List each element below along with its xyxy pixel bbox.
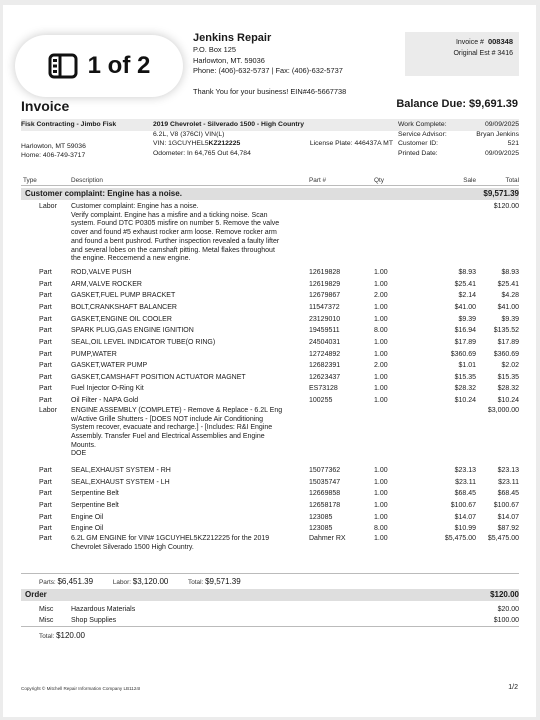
row-total: $87.92	[497, 525, 519, 533]
row-type: Misc	[39, 617, 54, 624]
meta-value: 521	[507, 140, 519, 148]
row-part-number: 11547372	[309, 303, 340, 311]
vehicle-vin-label: VIN: 1GCUYHEL5	[153, 140, 209, 148]
meta-row	[398, 130, 519, 140]
row-description: GASKET,FUEL PUMP BRACKET	[71, 292, 176, 300]
row-description: Shop Supplies	[71, 617, 117, 624]
license-plate: License Plate: 446437A MT	[309, 140, 393, 148]
row-description: GASKET,ENGINE OIL COOLER	[71, 315, 172, 323]
row-total: $8.93	[501, 268, 519, 276]
row-total: $4.28	[501, 292, 519, 300]
complaint-totals	[39, 577, 259, 586]
meta-row	[398, 120, 519, 130]
row-sale: $5,475.00	[444, 534, 476, 542]
header-sale: Sale	[463, 177, 476, 184]
header-part-number: Part #	[309, 177, 327, 184]
invoice-page	[3, 5, 536, 717]
customer-info	[21, 120, 116, 161]
divider	[21, 573, 519, 574]
row-part-number: 123085	[309, 525, 333, 533]
row-type: Labor	[39, 406, 57, 414]
vehicle-info	[153, 120, 393, 158]
row-qty: 2.00	[374, 362, 388, 370]
row-type: Part	[39, 350, 52, 358]
row-sale: $10.24	[454, 397, 476, 405]
thank-you-note: Thank You for your business! EIN#46-5667738	[193, 87, 347, 96]
row-total: $23.13	[497, 467, 519, 475]
row-sale: $41.00	[454, 303, 476, 311]
row-qty: 8.00	[374, 525, 388, 533]
part-row	[21, 372, 519, 384]
meta-label: Printed Date:	[398, 149, 438, 157]
grand-total-label: Total:	[188, 579, 204, 586]
row-qty: 1.00	[374, 490, 388, 498]
part-row	[21, 337, 519, 349]
row-description: PUMP,WATER	[71, 350, 117, 358]
row-part-number: ES73128	[309, 385, 338, 393]
desc-line: the engine. Reccemend a new engine.	[71, 255, 191, 263]
row-description: GASKET,CAMSHAFT POSITION ACTUATOR MAGNET	[71, 373, 246, 381]
row-part-number: 24504031	[309, 338, 341, 346]
order-row	[21, 615, 519, 627]
row-part-number: 19459511	[309, 327, 340, 335]
row-description: Serpentine Belt	[71, 501, 119, 509]
meta-label: Service Advisor:	[398, 130, 447, 138]
header-qty: Qty	[374, 177, 384, 184]
part-row	[21, 395, 519, 407]
row-qty: 1.00	[374, 315, 388, 323]
row-total: $68.45	[497, 490, 519, 498]
row-description: Serpentine Belt	[71, 490, 119, 498]
desc-line: Customer complaint: Engine has a noise.	[71, 203, 199, 210]
row-qty: 1.00	[374, 268, 388, 276]
row-type: Part	[39, 467, 52, 475]
meta-label: Customer ID:	[398, 140, 439, 148]
parts-group-a	[21, 267, 519, 407]
meta-label: Work Complete:	[398, 121, 447, 128]
part-row	[21, 302, 519, 314]
row-sale: $100.67	[450, 501, 476, 509]
row-description: Engine Oil	[71, 525, 104, 533]
row-total: $17.89	[497, 338, 519, 346]
header-type: Type	[23, 177, 37, 184]
row-type: Part	[39, 534, 52, 542]
customer-city: Harlowton, MT 59036	[21, 142, 86, 150]
row-type: Part	[39, 327, 52, 335]
part-row	[21, 325, 519, 337]
row-sale: $360.69	[450, 350, 476, 358]
row-part-number: 12619829	[309, 280, 341, 288]
shop-phone: Phone: (406)-632-5737 | Fax: (406)-632-5737	[193, 66, 343, 75]
part-row	[21, 488, 519, 500]
row-sale: $8.93	[458, 268, 476, 276]
row-qty: 1.00	[374, 350, 388, 358]
row-type: Misc	[39, 606, 54, 613]
row-part-number: 12679867	[309, 292, 341, 300]
row-part-number: 12669858	[309, 490, 341, 498]
parts-total: $6,451.39	[57, 577, 94, 586]
row-description: BOLT,CRANKSHAFT BALANCER	[71, 303, 177, 311]
labor-total-label: Labor:	[112, 579, 131, 586]
row-type: Part	[39, 315, 52, 323]
row-sale: $14.07	[454, 513, 476, 521]
desc-line: Mounts.	[71, 441, 96, 449]
row-total: $100.00	[493, 617, 519, 624]
meta-value: 09/09/2025	[484, 149, 519, 157]
order-total-value: $120.00	[56, 631, 85, 640]
order-total-label: Total:	[39, 633, 55, 640]
row-sale: $25.41	[454, 280, 476, 288]
desc-line: Chevrolet Silverado 1500 High Country.	[71, 543, 194, 551]
row-type: Part	[39, 303, 52, 311]
row-total: $23.11	[498, 478, 519, 486]
row-total: $14.07	[497, 513, 519, 521]
row-sale: $17.89	[454, 338, 476, 346]
desc-line: cover and found #5 exhaust rocker arm loose. Remove rocker arm	[71, 229, 277, 237]
row-qty: 1.00	[374, 513, 388, 521]
complaint-title: Customer complaint: Engine has a noise.	[25, 189, 182, 198]
row-sale: $10.99	[454, 525, 476, 533]
row-sale: $2.14	[458, 292, 476, 300]
order-header-total: $120.00	[490, 590, 519, 599]
labor-row	[21, 203, 519, 264]
meta-value: 09/09/2025	[484, 121, 519, 128]
row-sale: $68.45	[454, 490, 476, 498]
part-row	[21, 465, 519, 477]
row-sale: $28.32	[454, 385, 476, 393]
shop-address-line1: P.O. Box 125	[193, 45, 237, 54]
row-part-number: 12682391	[309, 362, 341, 370]
meta-row	[398, 149, 519, 159]
row-qty: 1.00	[374, 534, 388, 542]
engine-part-row	[21, 535, 519, 552]
parts-total-label: Parts:	[39, 579, 56, 586]
row-total: $20.00	[497, 606, 519, 613]
vehicle-title: 2019 Chevrolet - Silverado 1500 - High Country	[153, 121, 305, 128]
row-type: Part	[39, 513, 52, 521]
line-items-table	[21, 177, 519, 552]
part-row	[21, 477, 519, 489]
order-header	[21, 589, 519, 601]
row-part-number: 12619828	[309, 268, 341, 276]
part-row	[21, 279, 519, 291]
row-description: SEAL,EXHAUST SYSTEM - RH	[71, 467, 171, 475]
row-total: $135.52	[493, 327, 519, 335]
row-description: Hazardous Materials	[71, 606, 136, 613]
page-number: 1/2	[508, 684, 518, 691]
order-total-line	[21, 631, 519, 640]
row-total: $360.69	[493, 350, 519, 358]
row-description: SEAL,EXHAUST SYSTEM - LH	[71, 478, 170, 486]
row-qty: 1.00	[374, 467, 388, 475]
row-total: $10.24	[497, 397, 519, 405]
row-description: ARM,VALVE ROCKER	[71, 280, 142, 288]
row-part-number: 123085	[309, 513, 333, 521]
row-type: Labor	[39, 203, 57, 210]
header-total: Total	[505, 177, 519, 184]
row-type: Part	[39, 268, 52, 276]
invoice-meta	[398, 120, 519, 158]
row-total: $28.32	[497, 385, 519, 393]
copyright: Copyright © Mitchell Repair Information Company LB1124I	[21, 686, 141, 691]
row-type: Part	[39, 525, 52, 533]
part-row	[21, 349, 519, 361]
desc-line: Assembly. Transfer Fuel and Electrical Assemblies and Engine	[71, 432, 265, 440]
row-qty: 1.00	[374, 303, 388, 311]
row-total: $9.39	[501, 315, 519, 323]
row-description: SEAL,OIL LEVEL INDICATOR TUBE(O RING)	[71, 338, 216, 346]
page-indicator[interactable]	[15, 35, 183, 97]
row-part-number: 15077362	[309, 467, 341, 475]
complaint-total: $9,571.39	[483, 189, 519, 198]
row-type: Part	[39, 338, 52, 346]
desc-line: System recover, evacuate and recharge.] - [Includes: R&I Engine	[71, 424, 273, 432]
row-type: Part	[39, 385, 52, 393]
vehicle-odometer: Odometer: In 64,765 Out 64,784	[153, 149, 251, 157]
labor-description	[61, 407, 309, 459]
desc-line: Verify complaint. Engine has a misfire and a ticking noise. Scan	[71, 211, 268, 219]
balance-due: Balance Due: $9,691.39	[396, 98, 518, 110]
row-type: Part	[39, 397, 52, 405]
part-row	[21, 523, 519, 535]
document-title: Invoice	[21, 98, 70, 114]
row-type: Part	[39, 292, 52, 300]
shop-address-line2: Harlowton, MT. 59036	[193, 55, 265, 65]
meta-row	[398, 139, 519, 149]
row-sale: $1.01	[458, 362, 476, 370]
customer-home-phone: Home: 406-749-3717	[21, 152, 86, 160]
desc-line: 6.2L GM ENGINE for VIN# 1GCUYHEL5KZ212225 for the 2019	[71, 534, 270, 542]
row-total: $25.41	[497, 280, 519, 288]
row-qty: 1.00	[374, 338, 388, 346]
order-section	[21, 589, 519, 640]
row-qty: 1.00	[374, 280, 388, 288]
row-description: ROD,VALVE PUSH	[71, 268, 132, 276]
document-pages-icon	[48, 53, 78, 79]
part-row	[21, 500, 519, 512]
row-total: $5,475.00	[487, 534, 519, 542]
shop-info	[193, 32, 343, 77]
row-description: SPARK PLUG,GAS ENGINE IGNITION	[71, 327, 194, 335]
row-description: Oil Filter - NAPA Gold	[71, 397, 139, 405]
row-total: $3,000.00	[487, 406, 519, 414]
row-total: $120.00	[493, 203, 519, 210]
row-type: Part	[39, 373, 52, 381]
invoice-number: 008348	[487, 37, 513, 46]
part-row	[21, 383, 519, 395]
meta-value: Bryan Jenkins	[476, 130, 519, 138]
row-qty: 8.00	[374, 327, 388, 335]
desc-line: w/Active Grille Shutters - [DOES NOT include Air Conditioning	[71, 415, 264, 423]
row-sale: $15.35	[454, 373, 476, 381]
invoice-number-box	[405, 32, 519, 76]
part-row	[21, 314, 519, 326]
row-qty: 1.00	[374, 478, 388, 486]
row-description: Fuel Injector O-Ring Kit	[71, 385, 144, 393]
row-description: Engine Oil	[71, 513, 104, 521]
row-qty: 1.00	[374, 373, 388, 381]
row-type: Part	[39, 362, 52, 370]
row-total: $2.02	[501, 362, 519, 370]
parts-group-b	[21, 465, 519, 535]
desc-line: and found a bent pushrod. Further inspection revealed a faulty lifter	[71, 237, 280, 245]
row-total: $41.00	[497, 303, 519, 311]
row-part-number: Dahmer RX	[309, 534, 346, 542]
desc-line: and several lobes on the camshaft pitting. Metal flakes throughout	[71, 246, 275, 254]
vehicle-engine: 6.2L, V8 (376CI) VIN(L)	[153, 130, 225, 138]
engine-part-description	[61, 535, 309, 552]
part-row	[21, 512, 519, 524]
row-total: $100.67	[493, 501, 519, 509]
order-title: Order	[25, 590, 47, 599]
part-row	[21, 290, 519, 302]
row-type: Part	[39, 478, 52, 486]
labor-total: $3,120.00	[132, 577, 169, 586]
desc-line: ENGINE ASSEMBLY (COMPLETE) - Remove & Replace - 6.2L Eng	[71, 406, 283, 414]
row-qty: 1.00	[374, 501, 388, 509]
page-indicator-text: 1 of 2	[87, 52, 151, 79]
row-qty: 1.00	[374, 385, 388, 393]
row-description: GASKET,WATER PUMP	[71, 362, 148, 370]
row-sale: $23.13	[454, 467, 476, 475]
shop-name: Jenkins Repair	[193, 32, 272, 44]
desc-line: system. Found DTC P0305 misfire on number 5. Remove the valve	[71, 220, 280, 228]
row-sale: $16.94	[454, 327, 476, 335]
row-part-number: 100255	[309, 397, 333, 405]
row-total: $15.35	[497, 373, 519, 381]
row-type: Part	[39, 490, 52, 498]
complaint-header	[21, 188, 519, 200]
row-part-number: 12724892	[309, 350, 341, 358]
row-part-number: 23129010	[309, 315, 341, 323]
row-type: Part	[39, 280, 52, 288]
customer-name: Fisk Contracting - Jimbo Fisk	[21, 121, 117, 128]
order-row	[21, 604, 519, 615]
row-part-number: 12658178	[309, 501, 341, 509]
row-qty: 2.00	[374, 292, 388, 300]
row-part-number: 15035747	[309, 478, 341, 486]
original-estimate: Original Est # 3416	[453, 50, 513, 57]
labor-row	[21, 407, 519, 459]
row-sale: $9.39	[458, 315, 476, 323]
part-row	[21, 267, 519, 279]
desc-line: DOE	[71, 450, 87, 458]
row-sale: $23.11	[455, 478, 476, 486]
labor-description	[61, 203, 309, 264]
vehicle-vin-suffix: KZ212225	[208, 140, 241, 148]
row-type: Part	[39, 501, 52, 509]
header-description: Description	[71, 177, 103, 184]
invoice-number-label: Invoice #	[455, 39, 484, 46]
table-header	[21, 177, 519, 186]
grand-total: $9,571.39	[205, 577, 241, 586]
row-part-number: 12623437	[309, 373, 341, 381]
part-row	[21, 360, 519, 372]
row-qty: 1.00	[374, 397, 388, 405]
